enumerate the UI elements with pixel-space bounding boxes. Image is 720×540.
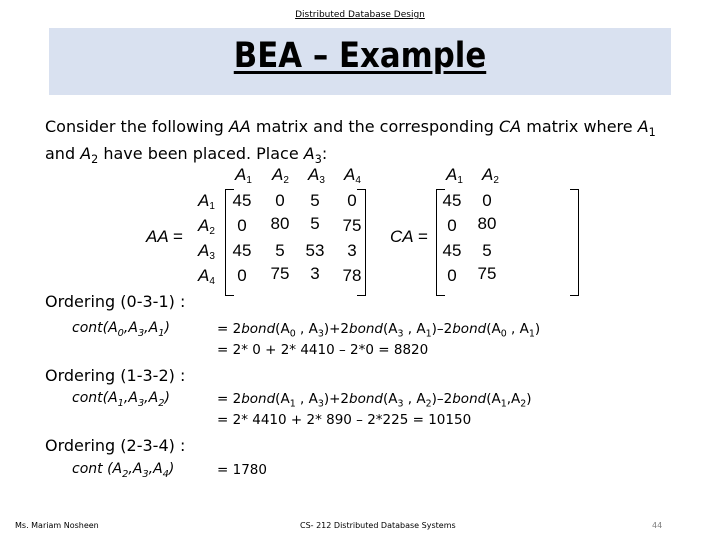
equation-line: = $2bond(A_0$ , $A_3)+2bond(A_3$ , $A_1)-2bond(A_0$ , $A_1$) [217, 321, 541, 340]
matrix-cell: 78 [342, 266, 362, 285]
matrix-cell: 0 [347, 191, 357, 210]
ca-col-header: $A_2$ [482, 165, 499, 186]
ca-right-bracket [570, 189, 579, 296]
intro-text: matrix where [521, 117, 638, 136]
matrix-cell: 5 [482, 241, 492, 260]
intro-text: : [321, 144, 328, 164]
footer-author: Ms. Mariam Nosheen [15, 521, 99, 530]
matrix-cell: 45 [442, 191, 462, 210]
page-number: 44 [652, 521, 663, 530]
matrix-cell: 0 [447, 216, 457, 235]
aa-row-header: $A_2$ [198, 216, 215, 237]
matrix-cell: 0 [482, 191, 492, 210]
a1-sub: 1 [648, 126, 656, 140]
ordering-label: Ordering (1-3-2) : [45, 366, 186, 385]
ca-term: CA [499, 117, 522, 136]
ordering-label: Ordering (2-3-4) : [45, 436, 186, 455]
matrix-cell: 5 [275, 241, 285, 260]
intro-text: matrix and the corresponding [250, 117, 500, 136]
matrix-cell: 0 [275, 191, 285, 210]
matrix-cell: 5 [310, 191, 320, 210]
equation-result: = 1780 [217, 462, 267, 478]
a1-term: A [637, 117, 649, 136]
course-header: Distributed Database Design [295, 10, 425, 20]
aa-col-header: $A_4$ [344, 165, 361, 186]
aa-col-header: $A_2$ [272, 165, 289, 186]
matrix-cell: 3 [310, 264, 320, 283]
intro-text: have been placed. Place [98, 144, 304, 164]
cont-expression: cont $(A_2,A_3,A_4)$ [72, 461, 175, 480]
ordering-label: Ordering (0-3-1) : [45, 292, 186, 311]
matrix-cell: 45 [232, 191, 252, 210]
matrix-cell: 5 [310, 214, 320, 233]
aa-col-header: $A_1$ [235, 165, 252, 186]
cont-expression: $cont(A_1,A_3,A_2)$ [72, 390, 170, 409]
matrix-cell: 53 [305, 241, 325, 260]
aa-row-header: $A_3$ [198, 241, 215, 262]
matrix-cell: 80 [270, 214, 290, 233]
ca-col-header: $A_1$ [446, 165, 463, 186]
aa-matrix-label: AA = [146, 227, 183, 246]
matrix-cell: 80 [477, 214, 497, 233]
ca-matrix-label: CA = [390, 227, 428, 246]
matrix-cell: 45 [232, 241, 252, 260]
equation-result: = 2* 4410 + 2* 890 – 2*225 = 10150 [217, 412, 472, 428]
intro-text: and [45, 144, 81, 164]
matrix-cell: 0 [447, 266, 457, 285]
aa-row-header: $A_1$ [198, 191, 215, 212]
matrix-cell: 75 [270, 264, 290, 283]
equation-line: = $2bond(A_1$ , $A_3)+2bond(A_3$ , $A_2)-2bond(A_1,A_2)$ [217, 391, 532, 410]
aa-row-header: $A_4$ [198, 266, 215, 287]
cont-expression: $cont(A_0,A_3,A_1)$ [72, 320, 170, 339]
aa-term: AA [228, 117, 251, 136]
matrix-cell: 0 [237, 216, 247, 235]
footer-course: CS- 212 Distributed Database Systems [300, 521, 456, 530]
intro-text: Consider the following [45, 117, 229, 136]
slide-title: BEA – Example [233, 36, 487, 76]
matrix-cell: 45 [442, 241, 462, 260]
a2-term: A [80, 144, 92, 164]
a3-term: A [303, 144, 315, 164]
matrix-cell: 0 [237, 266, 247, 285]
a2-sub: 2 [91, 153, 99, 167]
matrix-cell: 3 [347, 241, 357, 260]
aa-col-header: $A_3$ [308, 165, 325, 186]
matrix-cell: 75 [342, 216, 362, 235]
equation-result: = 2* 0 + 2* 4410 – 2*0 = 8820 [217, 342, 429, 358]
a3-sub: 3 [314, 153, 322, 167]
matrix-cell: 75 [477, 264, 497, 283]
